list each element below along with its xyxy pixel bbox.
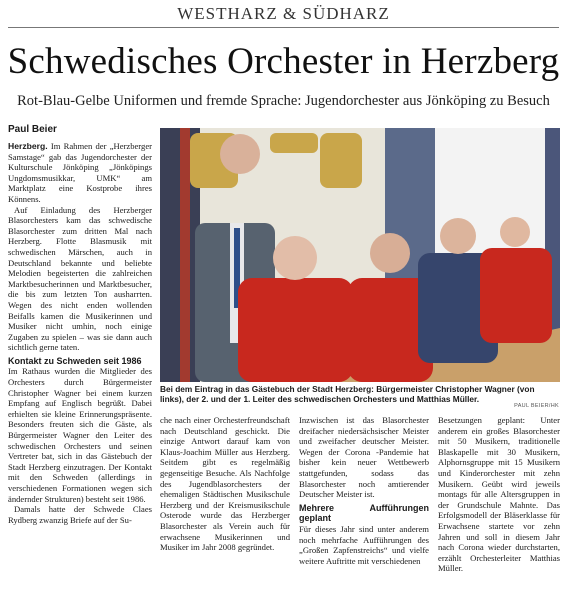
photo-illustration bbox=[160, 128, 560, 382]
photo-face bbox=[220, 134, 260, 174]
paragraph: Im Rathaus wurden die Mitglieder des Orchesters durch Bürgermeister Christopher Wagner bei einem kurzen Empfang auf Englisch begrüßt. Dabei erhielten sie kleine Erinnerungspräsente. Besonders freuten sich die Gäste, als Bürgermeister Wagner den Leiter des schwedischen Orchesters und seinen Vertreter bat, sich in das Gästebuch der Stadt Herzberg einzutragen. Der Kontakt mit den Schweden (allerdings in verschiedenen Formationen wegen sich ändernder Strukturen) besteht seit 1986. bbox=[8, 366, 152, 504]
article-column-3 bbox=[299, 415, 429, 566]
dateline: Herzberg. bbox=[8, 141, 48, 151]
photo-face bbox=[500, 217, 530, 247]
paragraph: Für dieses Jahr sind unter anderem noch mehrfache Aufführungen des „Großen Zapfenstreichs“ und vielfe weitere Auftritte mit verschiedenen bbox=[299, 523, 429, 566]
photo-curtain-stripe bbox=[180, 128, 190, 382]
subhead-auffuehrungen: Mehrere Aufführungen geplant bbox=[299, 502, 429, 524]
photo-crest-2 bbox=[270, 133, 318, 153]
article-photo bbox=[160, 128, 560, 382]
photo-face bbox=[440, 218, 476, 254]
paragraph: Besetzungen geplant: Unter anderem ein großes Blasorchester mit 50 Musikern, traditionelle Blaskapelle mit 30 Musikern, Alphornsgruppe mit 15 Musikern und Kinderorchester mit zehn Musikern. Geübt wird jeweils montags für alle Altersgruppen in der Grundschule Mahnte. Das Erfolgsmodell der Bläserklasse für Erwachsene startete vor zehn Jahren und soll in diesem Jahr nach Corona wieder durchstarten, erzählt Orchesterleiter Matthias Müller. bbox=[438, 415, 560, 574]
section-header: WESTHARZ & SÜDHARZ bbox=[177, 4, 390, 23]
photo-face bbox=[273, 236, 317, 280]
photo-caption: Bei dem Eintrag in das Gästebuch der Stadt Herzberg: Bürgermeister Christopher Wagner (von links), der 2. und der 1. Leiter des schwedischen Orchesters und Matthias Müller. bbox=[160, 384, 535, 405]
photo-uniform-1 bbox=[238, 278, 353, 382]
photo-crest-3 bbox=[320, 133, 362, 188]
paragraph: Inzwischen ist das Blasorchester dreifacher niedersächsischer Meister und zweifacher deutscher Meister. Wegen der Corona -Pandemie hat bisher kein neuer Wettbewerb stattgefunden, sodass das Blasorchester noch amtierender Deutscher Meister ist. bbox=[299, 415, 429, 500]
subheadline: Rot-Blau-Gelbe Uniformen und fremde Sprache: Jugendorchester aus Jönköping zu Besuch bbox=[17, 93, 550, 109]
paragraph: Auf Einladung des Herzberger Blasorchesters kam das schwedische Blasorchester zum dritten Mal nach Herzberg. Flotte Blasmusik mit schwedischen Märschen, auch in Deutschland bekannte und beliebte Melodien begeisterten die zahlreichen Marktbesucherinnen und Marktbesucher, die bis zum letzten Ton ausharrten. Wegen des nicht enden wollenden Beifalls kamen die Musikerinnen und Musiker nicht umhin, noch einige Zugaben zu spielen – was sie dann auch sichtlich gerne taten. bbox=[8, 204, 152, 353]
article-column-4 bbox=[438, 415, 560, 574]
author-byline: Paul Beier bbox=[8, 124, 57, 135]
article-column-2 bbox=[160, 415, 290, 553]
headline: Schwedisches Orchester in Herzberg bbox=[7, 41, 560, 82]
header-rule bbox=[8, 27, 559, 28]
photo-face bbox=[370, 233, 410, 273]
photo-uniform-3 bbox=[480, 248, 552, 343]
photo-credit: PAUL BEIER/HK bbox=[514, 403, 559, 409]
paragraph: Damals hatte der Schwede Claes Rydberg zwanzig Briefe auf der Su- bbox=[8, 504, 152, 525]
paragraph: che nach einer Orchesterfreundschaft nach Deutschland geschickt. Die einzige Antwort darauf kam von Klaus-Joachim Müller aus Herzberg. Seitdem gibt es regelmäßig gegenseitige Besuche. Als Nachfolge des Jugendblasorchesters der ehemaligen Städtischen Musikschule Herzberg und der Kreismusikschule Osterode wurde das Herzberger Blasorchester als Verein auch für erwachsene Musikerinnen und Musiker im Jahr 2008 gegründet. bbox=[160, 415, 290, 553]
article-column-1 bbox=[8, 141, 152, 525]
intro-text: Im Rahmen der „Herzberger Samstage“ gab das Jugendorchester der Kulturschule Jönköping „Jönköpings Ungdomsmusikkar, UMK“ am Marktplatz eine Kostprobe ihres Könnens. bbox=[8, 141, 152, 204]
paragraph-intro bbox=[8, 141, 152, 205]
subhead-kontakt: Kontakt zu Schweden seit 1986 bbox=[8, 355, 142, 366]
